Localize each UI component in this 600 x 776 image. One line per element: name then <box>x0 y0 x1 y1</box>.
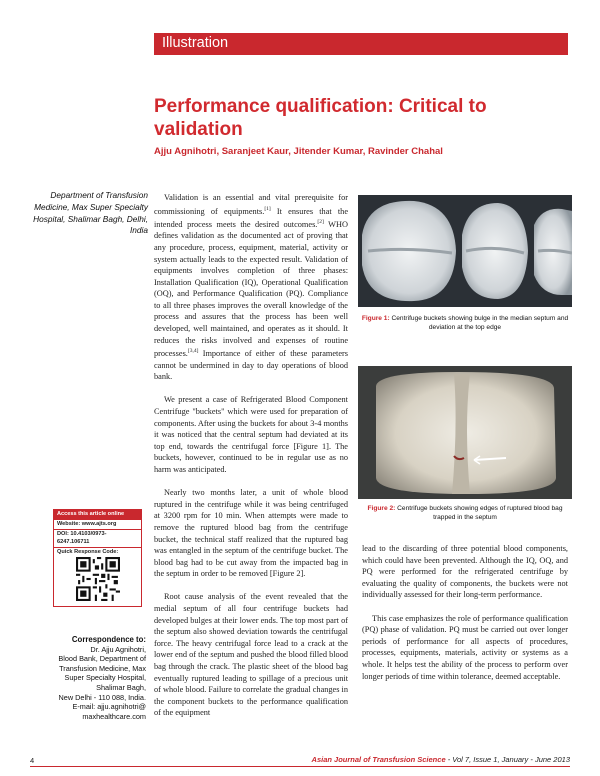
figure-1-label: Figure 1: <box>361 315 390 322</box>
correspondence-line: New Delhi - 110 088, India. <box>58 692 146 702</box>
correspondence-line: Super Specialty Hospital, <box>64 673 146 683</box>
paragraph-rupture: Nearly two months later, a unit of whole blood ruptured in the centrifuge while it was being centrifuged at 3200 rpm for 10 min. When attempts were made to remove the ruptured blood bag from the centrifuge bucket, the technical staff realized that the ruptured bag was entangled in the septum of the centrifuge bucket. The blood bag had to be cut away from the impacted bag in the septum in order to be removed [Figure 2]. <box>154 488 348 579</box>
paragraph-intro: Validation is an essential and vital prerequisite for commissioning of equipments.[1] It ensures that the intended process meets the desired outcomes.[2] WHO defines validation as the documented act of proving that any procedure, process, equipment, material, activity or system actually leads to the expected result. Validation of equipments involves completion of three phases: Installation Qualification (IQ), Operational Qualification (OQ), and Performance Qualification (PQ). Compliance to all three phases improves the overall knowledge of the process and assures that the process has been well developed, well maintained, and operates as it should. It reduces the risks involved and expenses of routine processes.[3,4] Importance of either of these parameters cannot be undermined in day to day operations of blood bank. <box>154 193 348 382</box>
qr-label: Quick Response Code: <box>57 549 119 556</box>
body-column-right <box>362 543 568 694</box>
paragraph-case: We present a case of Refrigerated Blood Component Centrifuge "buckets" which were used for preparation of components. After using the buckets for about 3-4 months it was noticed that the central septum had deviated at its top end, towards the centrifugal force [Figure 1]. The buckets, however, continued to be in regular use as no harm was anticipated. <box>154 395 348 474</box>
paragraph-conclusion: This case emphasizes the role of performance qualification (PQ) phase of validation. PQ must be carried out over longer periods of performance for all aspects of procedures, processes, equipments, materials, activity or systems as a whole. It helps test the ability of the process to perform over longer periods of time within tolerance, deemed acceptable. <box>362 613 568 681</box>
affiliation: Department of Transfusion Medicine, Max Super Specialty Hospital, Shalimar Bagh, Delhi, India <box>33 190 148 236</box>
journal-name: Asian Journal of Transfusion Science <box>311 755 446 764</box>
body-column-left <box>154 192 348 731</box>
correspondence-block <box>30 635 146 721</box>
figure-2-image <box>358 366 572 499</box>
correspondence-line: Dr. Ajju Agnihotri, <box>90 644 146 654</box>
correspondence-line: Transfusion Medicine, Max <box>59 663 146 673</box>
figure-1-image <box>358 195 572 307</box>
correspondence-email[interactable]: E-mail: ajju.agnihotri@ <box>72 702 146 712</box>
correspondence-line: Shalimar Bagh, <box>96 682 146 692</box>
figure-2-caption-text: Centrifuge buckets showing edges of ruptured blood bag trapped in the septum <box>397 505 563 521</box>
figure-1-caption-text: Centrifuge buckets showing bulge in the median septum and deviation at the top edge <box>391 315 569 331</box>
footer-rule <box>30 766 570 767</box>
qr-code-icon[interactable] <box>76 557 120 601</box>
section-banner <box>154 33 568 55</box>
figure-2-caption <box>358 504 572 522</box>
paragraph-consequence: lead to the discarding of three potential blood components, which could have been prevented. Although the IQ, OQ, and PQ were performed for the refrigerated centrifuge by evaluating the quality of components, the buckets were not individually assessed for their long-term performance. <box>362 544 568 600</box>
figure-2-label: Figure 2: <box>367 505 396 512</box>
access-article-box <box>53 509 142 607</box>
page-number: 4 <box>30 756 35 765</box>
article-title: Performance qualification: Critical to validation <box>154 96 487 140</box>
journal-issue: - Vol 7, Issue 1, January - June 2013 <box>445 755 570 764</box>
paragraph-root-cause: Root cause analysis of the event revealed that the medial septum of all four centrifuge buckets had developed bulges at their lower ends. The top most part of the septum also showed deviation towards the centrifugal force. The heavy centrifugal force lead to a crack at the lower end of the septum and pushed the blood filled blood bag through the crack. The plastic sheet of the blood bag eventually ruptured leading to spillage of a precious unit of whole blood. Failure to correlate the gradual changes in the component buckets to the performance qualification of the equipment <box>154 592 348 718</box>
footer-journal <box>312 755 570 764</box>
figure-1-caption <box>358 314 572 332</box>
website-link[interactable]: Website: www.ajts.org <box>54 520 141 530</box>
correspondence-line: Blood Bank, Department of <box>58 654 146 664</box>
section-label: Illustration <box>162 35 229 51</box>
correspondence-heading: Correspondence to: <box>71 635 146 644</box>
access-heading: Access this article online <box>54 510 141 520</box>
author-list: Ajju Agnihotri, Saranjeet Kaur, Jitender Kumar, Ravinder Chahal <box>154 146 443 157</box>
correspondence-email-domain[interactable]: maxhealthcare.com <box>82 711 146 721</box>
doi-link[interactable]: DOI: 10.4103/0973-6247.106711 <box>54 530 141 548</box>
